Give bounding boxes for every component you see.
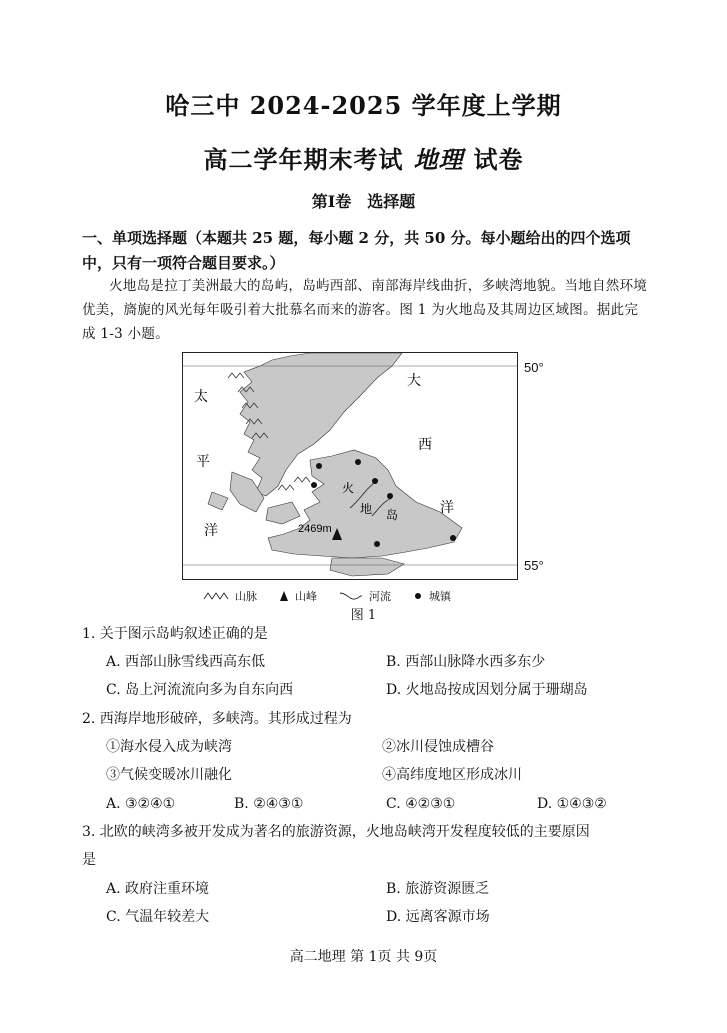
pacific-label-3: 洋 xyxy=(204,523,218,539)
town-dot xyxy=(311,482,317,488)
peak-height-label: 2469m xyxy=(298,523,332,535)
q2-option-b: B. ②④③① xyxy=(234,796,304,812)
island-label-1: 火 xyxy=(342,481,355,495)
exam-title: 哈三中 2024-2025 学年度上学期 xyxy=(165,91,562,120)
legend-mountain xyxy=(203,588,257,604)
q2-option-c: C. ④②③① xyxy=(386,796,456,812)
legend-river-label: 河流 xyxy=(369,591,391,603)
fuego-map xyxy=(182,352,518,580)
q2-option-d: D. ①④③② xyxy=(537,796,607,812)
question-2-stem: 2. 西海岸地形破碎，多峡湾。其形成过程为 xyxy=(82,711,352,727)
question-3-stem-cont: 是 xyxy=(82,852,96,868)
subject-name: 地理 xyxy=(413,145,464,174)
town-dot xyxy=(387,493,393,499)
town-legend-icon xyxy=(413,591,423,601)
question-3-stem: 3. 北欧的峡湾多被开发成为著名的旅游资源，火地岛峡湾开发程度较低的主要原因 xyxy=(82,824,590,840)
legend-river xyxy=(339,588,391,604)
legend-mountain-label: 山脉 xyxy=(235,591,257,603)
q1-option-d: D. 火地岛按成因划分属于珊瑚岛 xyxy=(386,682,588,698)
pacific-label-2: 平 xyxy=(196,454,210,470)
q3-option-d: D. 远离客源市场 xyxy=(386,909,490,925)
atlantic-label-2: 西 xyxy=(418,437,432,453)
q3-option-a: A. 政府注重环境 xyxy=(106,881,210,897)
q3-option-b: B. 旅游资源匮乏 xyxy=(386,881,490,897)
river-legend-icon xyxy=(339,590,363,602)
legend-peak-label: 山峰 xyxy=(295,591,317,603)
volume-heading: 第Ⅰ卷 选择题 xyxy=(311,192,416,211)
map-legend xyxy=(203,588,467,604)
q2-item-2: ②冰川侵蚀成槽谷 xyxy=(382,739,494,755)
town-dot xyxy=(316,463,322,469)
atlantic-label-1: 大 xyxy=(407,373,421,389)
q1-option-a: A. 西部山脉雪线西高东低 xyxy=(106,654,266,670)
q2-option-a: A. ③②④① xyxy=(106,796,176,812)
town-dot xyxy=(450,535,456,541)
q3-option-c: C. 气温年较差大 xyxy=(106,909,210,925)
lat-50-label: 50° xyxy=(524,360,544,375)
mountain-legend-icon xyxy=(203,591,229,601)
figure-caption: 图 1 xyxy=(350,608,377,623)
legend-town-label: 城镇 xyxy=(429,591,451,603)
q1-option-b: B. 西部山脉降水西多东少 xyxy=(386,654,546,670)
town-dot xyxy=(372,478,378,484)
island-label-2: 地 xyxy=(360,502,373,516)
subtitle-part-a: 高二学年期末考试 xyxy=(203,145,404,174)
town-dot xyxy=(374,541,380,547)
subtitle-part-b: 试卷 xyxy=(473,145,524,174)
atlantic-label-3: 洋 xyxy=(440,500,454,516)
legend-peak xyxy=(279,588,317,604)
legend-town xyxy=(413,588,451,604)
page-footer: 高二地理 第 1页 共 9页 xyxy=(289,949,438,965)
reading-passage: 火地岛是拉丁美洲最大的岛屿，岛屿西部、南部海岸线曲折，多峡湾地貌。当地自然环境优美，旖旎的风光每年吸引着大批慕名而来的游客。图 1 为火地岛及其周边区域图。据此完成 1-3 小题。 xyxy=(82,278,648,342)
q1-option-c: C. 岛上河流流向多为自东向西 xyxy=(106,682,294,698)
town-dot xyxy=(355,459,361,465)
map-svg xyxy=(182,352,518,580)
exam-subtitle xyxy=(0,140,727,175)
question-1-stem: 1. 关于图示岛屿叙述正确的是 xyxy=(82,626,268,642)
q2-item-4: ④高纬度地区形成冰川 xyxy=(382,767,522,783)
pacific-label-1: 太 xyxy=(194,389,208,405)
q2-item-1: ①海水侵入成为峡湾 xyxy=(106,739,232,755)
section-heading: 一、单项选择题（本题共 25 题，每小题 2 分，共 50 分。每小题给出的四个选项中，只有一项符合题目要求。） xyxy=(82,229,631,272)
island-label-3: 岛 xyxy=(386,508,399,522)
q2-item-3: ③气候变暖冰川融化 xyxy=(106,767,232,783)
peak-legend-icon xyxy=(279,590,289,602)
lat-55-label: 55° xyxy=(524,558,544,573)
